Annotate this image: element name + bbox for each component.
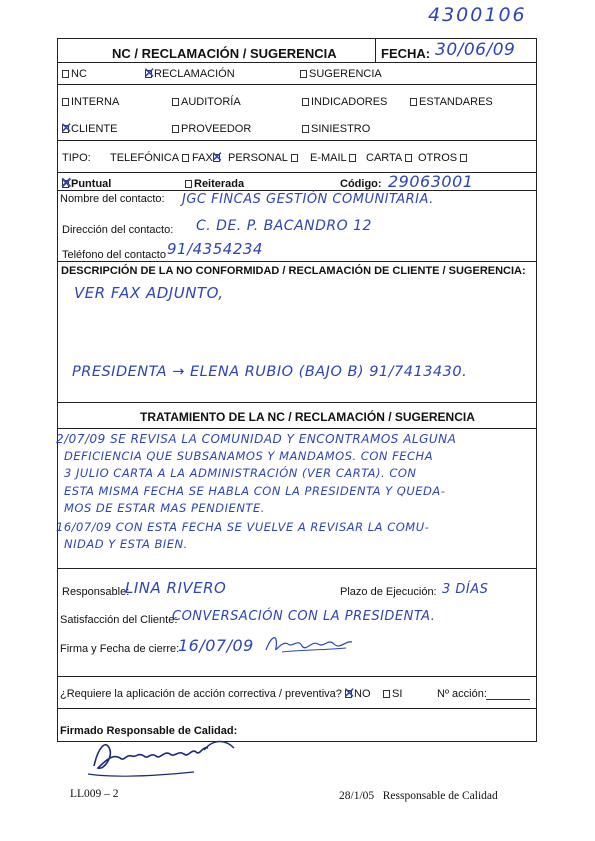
option-reiterada-label: Reiterada xyxy=(194,178,245,190)
responsable-value[interactable]: LINA RIVERO xyxy=(125,579,227,597)
nombre-label: Nombre del contacto: xyxy=(60,193,165,205)
responsable-signature-icon xyxy=(262,630,354,658)
checkbox[interactable] xyxy=(62,70,69,78)
direccion-value[interactable]: C. DE. P. BACANDRO 12 xyxy=(196,218,372,234)
option-no[interactable] xyxy=(345,688,371,700)
footer-code: LL009 – 2 xyxy=(70,788,119,800)
checkbox[interactable] xyxy=(460,154,467,162)
direccion-label: Dirección del contacto: xyxy=(62,224,174,236)
option-auditoria[interactable] xyxy=(172,96,241,108)
checkbox-checked[interactable] xyxy=(345,690,352,698)
checkbox[interactable] xyxy=(172,98,179,106)
divider xyxy=(57,568,537,569)
tratamiento-line[interactable]: NIDAD Y ESTA BIEN. xyxy=(64,537,188,551)
accion-question: ¿Requiere la aplicación de acción correctiva / preventiva? xyxy=(60,688,342,700)
checkbox[interactable] xyxy=(291,154,298,162)
option-fax-label: FAX xyxy=(192,152,213,164)
option-auditoria-label: AUDITORÍA xyxy=(181,96,241,108)
checkbox[interactable] xyxy=(405,154,412,162)
option-proveedor-label: PROVEEDOR xyxy=(181,123,252,135)
tratamiento-line[interactable]: MOS DE ESTAR MAS PENDIENTE. xyxy=(64,501,265,515)
firmado-label: Firmado Responsable de Calidad: xyxy=(60,725,238,737)
option-personal[interactable] xyxy=(228,152,300,164)
divider xyxy=(57,676,537,677)
document-number: 4300106 xyxy=(428,4,527,26)
option-email-label: E-MAIL xyxy=(310,152,347,164)
checkbox[interactable] xyxy=(383,690,390,698)
responsable-label: Responsable: xyxy=(62,586,130,598)
option-proveedor[interactable] xyxy=(172,123,251,135)
option-cliente-label: CLIENTE xyxy=(71,123,118,135)
divider xyxy=(57,261,537,262)
tratamiento-line[interactable]: DEFICIENCIA QUE SUBSANAMOS Y MANDAMOS. CON FECHA xyxy=(64,449,434,463)
divider xyxy=(57,62,537,63)
checkbox[interactable] xyxy=(349,154,356,162)
plazo-label: Plazo de Ejecución: xyxy=(340,586,437,598)
option-puntual[interactable] xyxy=(62,178,111,190)
satisfaccion-value[interactable]: CONVERSACIÓN CON LA PRESIDENTA. xyxy=(172,609,436,624)
option-estandares-label: ESTANDARES xyxy=(419,96,493,108)
form-title: NC / RECLAMACIÓN / SUGERENCIA xyxy=(112,46,337,61)
tipo-label: TIPO: xyxy=(62,152,91,164)
checkbox[interactable] xyxy=(62,98,69,106)
option-nc-label: NC xyxy=(71,68,87,80)
option-siniestro[interactable] xyxy=(302,123,370,135)
option-cliente[interactable] xyxy=(62,123,117,135)
divider xyxy=(57,84,537,85)
calidad-signature-icon xyxy=(84,728,244,784)
option-sugerencia-label: SUGERENCIA xyxy=(309,68,382,80)
firma-label: Firma y Fecha de cierre: xyxy=(60,643,180,655)
descripcion-title: DESCRIPCIÓN DE LA NO CONFORMIDAD / RECLAMACIÓN DE CLIENTE / SUGERENCIA: xyxy=(61,265,526,277)
footer-right: 28/1/05 Ressponsable de Calidad xyxy=(339,790,498,802)
plazo-value[interactable]: 3 DÍAS xyxy=(442,582,489,597)
option-email[interactable] xyxy=(310,152,358,164)
option-si[interactable] xyxy=(383,688,402,700)
checkbox[interactable] xyxy=(300,70,307,78)
n-accion-field[interactable] xyxy=(486,699,530,700)
checkbox[interactable] xyxy=(172,125,179,133)
option-nc[interactable] xyxy=(62,68,87,80)
checkbox[interactable] xyxy=(182,154,189,162)
option-telefonica-label: TELEFÓNICA xyxy=(110,152,179,164)
descripcion-line-2[interactable]: PRESIDENTA → ELENA RUBIO (BAJO B) 91/7413430. xyxy=(72,364,468,380)
divider xyxy=(57,190,537,191)
checkbox-checked[interactable] xyxy=(62,125,69,133)
option-reiterada[interactable] xyxy=(185,178,244,190)
divider xyxy=(57,402,537,403)
nombre-value[interactable]: JGC FINCAS GESTIÓN COMUNITARIA. xyxy=(182,192,434,207)
option-sugerencia[interactable] xyxy=(300,68,382,80)
checkbox[interactable] xyxy=(302,98,309,106)
tratamiento-title: TRATAMIENTO DE LA NC / RECLAMACIÓN / SUGERENCIA xyxy=(140,410,475,424)
tratamiento-line[interactable]: 3 JULIO CARTA A LA ADMINISTRACIÓN (VER CARTA). CON xyxy=(64,466,417,480)
divider xyxy=(57,428,537,429)
option-si-label: SI xyxy=(392,688,403,700)
codigo-label: Código: xyxy=(340,178,382,190)
option-indicadores-label: INDICADORES xyxy=(311,96,388,108)
checkbox-checked[interactable] xyxy=(213,154,220,162)
tratamiento-line[interactable]: ESTA MISMA FECHA SE HABLA CON LA PRESIDENTA Y QUEDA- xyxy=(64,484,446,498)
codigo-value[interactable]: 29063001 xyxy=(388,172,474,191)
option-interna[interactable] xyxy=(62,96,119,108)
option-telefonica[interactable] xyxy=(110,152,191,164)
divider xyxy=(57,708,537,709)
satisfaccion-label: Satisfacción del Cliente: xyxy=(60,614,178,626)
checkbox[interactable] xyxy=(302,125,309,133)
header-divider xyxy=(375,38,376,62)
tratamiento-line[interactable]: 16/07/09 CON ESTA FECHA SE VUELVE A REVISAR LA COMU- xyxy=(56,520,430,534)
option-interna-label: INTERNA xyxy=(71,96,120,108)
n-accion-label: Nº acción: xyxy=(437,688,487,700)
option-no-label: NO xyxy=(354,688,371,700)
option-fax[interactable] xyxy=(192,152,222,164)
option-personal-label: PERSONAL xyxy=(228,152,288,164)
option-indicadores[interactable] xyxy=(302,96,387,108)
telefono-value[interactable]: 91/4354234 xyxy=(167,240,263,258)
option-puntual-label: Puntual xyxy=(71,178,112,190)
descripcion-line-1[interactable]: VER FAX ADJUNTO, xyxy=(74,284,224,302)
fecha-value[interactable]: 30/06/09 xyxy=(435,40,516,60)
option-reclamacion[interactable] xyxy=(145,68,235,80)
option-reclamacion-label: RECLAMACIÓN xyxy=(154,68,235,80)
option-otros-label: OTROS xyxy=(418,152,458,164)
option-carta[interactable] xyxy=(366,152,414,164)
checkbox-checked[interactable] xyxy=(145,70,152,78)
checkbox[interactable] xyxy=(410,98,417,106)
fecha-label: FECHA: xyxy=(381,46,431,61)
firma-value[interactable]: 16/07/09 xyxy=(178,636,254,655)
option-estandares[interactable] xyxy=(410,96,493,108)
divider xyxy=(57,140,537,141)
option-carta-label: CARTA xyxy=(366,152,402,164)
telefono-label: Teléfono del contacto xyxy=(62,249,166,261)
checkbox-checked[interactable] xyxy=(62,180,69,188)
tratamiento-line[interactable]: 2/07/09 SE REVISA LA COMUNIDAD Y ENCONTRAMOS ALGUNA xyxy=(56,432,457,446)
option-siniestro-label: SINIESTRO xyxy=(311,123,371,135)
checkbox[interactable] xyxy=(185,180,192,188)
option-otros[interactable] xyxy=(418,152,469,164)
